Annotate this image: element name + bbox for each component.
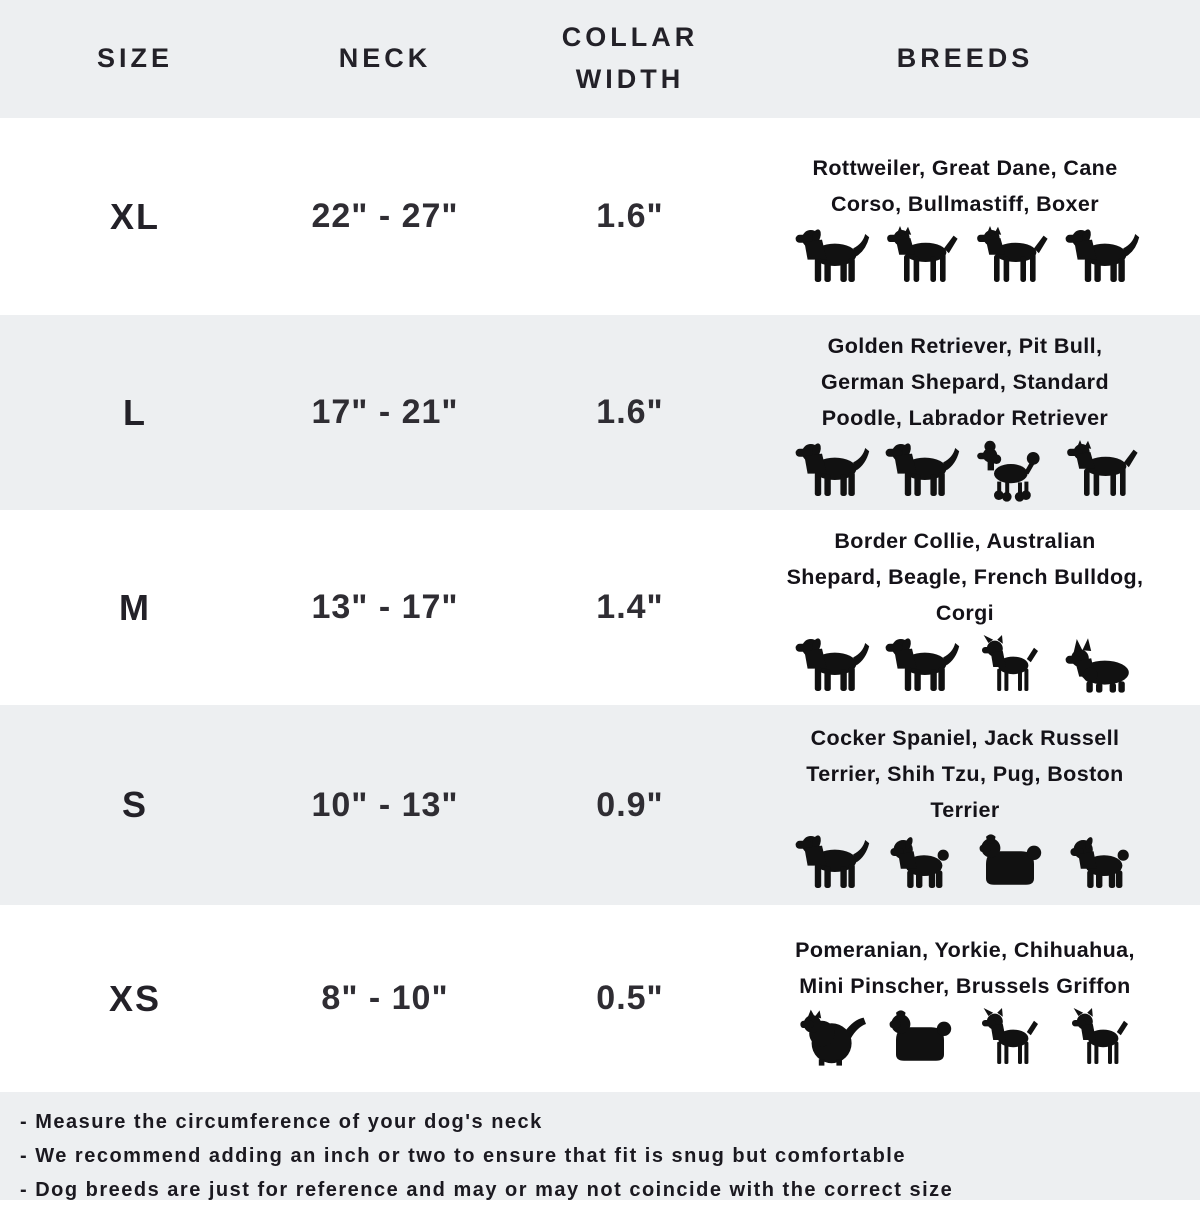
pug-icon <box>1058 832 1142 896</box>
neck-value: 17" - 21" <box>311 393 459 431</box>
rottweiler-icon <box>788 226 872 290</box>
cocker-spaniel-icon <box>788 832 872 896</box>
size-value: S <box>121 784 148 825</box>
footnotes <box>0 1092 1200 1200</box>
shih-tzu-icon <box>968 832 1052 896</box>
neck-value: 22" - 27" <box>311 197 459 235</box>
doberman-icon <box>968 226 1052 290</box>
french-bulldog-icon <box>968 635 1052 699</box>
neck-value: 13" - 17" <box>311 588 459 626</box>
column-header-size: SIZE <box>96 43 173 74</box>
collar-width-value: 0.5" <box>596 979 664 1017</box>
table-row-m <box>0 510 1200 705</box>
size-value: L <box>123 391 147 433</box>
beagle-icon <box>878 635 962 699</box>
breeds-list: Border Collie, Australian Shepard, Beagle, French Bulldog, Corgi <box>786 528 1144 625</box>
neck-value: 10" - 13" <box>311 785 459 824</box>
german-shepherd-icon <box>1058 440 1142 504</box>
chihuahua-icon <box>968 1008 1052 1072</box>
table-row-xs <box>0 905 1200 1092</box>
column-header-neck: NECK <box>338 43 432 74</box>
breeds-list: Pomeranian, Yorkie, Chihuahua, Mini Pinscher, Brussels Griffon <box>795 937 1135 998</box>
neck-value: 8" - 10" <box>321 979 449 1017</box>
breed-silhouettes <box>788 635 1142 699</box>
table-row-l <box>0 315 1200 510</box>
table-row-xl <box>0 118 1200 315</box>
column-header-collar-width: COLLAR WIDTH <box>561 22 699 94</box>
pomeranian-icon <box>788 1008 872 1072</box>
bullmastiff-icon <box>1058 226 1142 290</box>
table-header-row <box>0 0 1200 118</box>
poodle-icon <box>968 440 1052 504</box>
size-value: XS <box>108 977 162 1019</box>
breeds-list: Rottweiler, Great Dane, Cane Corso, Bullmastiff, Boxer <box>812 155 1118 216</box>
breeds-list: Cocker Spaniel, Jack Russell Terrier, Shih Tzu, Pug, Boston Terrier <box>806 726 1124 822</box>
collar-width-value: 0.9" <box>596 785 664 824</box>
note-reference: - Dog breeds are just for reference and may or may not coincide with the correct size <box>20 1179 954 1201</box>
jack-russell-icon <box>878 832 962 896</box>
collar-width-value: 1.6" <box>596 197 664 235</box>
table-row-s <box>0 705 1200 905</box>
corgi-icon <box>1058 635 1142 699</box>
breed-silhouettes <box>788 832 1142 896</box>
breed-silhouettes <box>788 1008 1142 1072</box>
collar-width-value: 1.4" <box>596 588 664 626</box>
note-measure: - Measure the circumference of your dog's neck <box>20 1111 543 1133</box>
yorkie-icon <box>878 1008 962 1072</box>
size-value: M <box>119 586 151 628</box>
labrador-icon <box>878 440 962 504</box>
note-recommend: - We recommend adding an inch or two to ensure that fit is snug but comfortable <box>20 1145 906 1167</box>
min-pin-icon <box>1058 1008 1142 1072</box>
golden-retriever-icon <box>788 440 872 504</box>
column-header-breeds: BREEDS <box>896 43 1034 74</box>
breed-silhouettes <box>788 440 1142 504</box>
great-dane-icon <box>878 226 962 290</box>
breeds-list: Golden Retriever, Pit Bull, German Shepard, Standard Poodle, Labrador Retriever <box>821 333 1109 430</box>
border-collie-icon <box>788 635 872 699</box>
size-value: XL <box>109 195 160 237</box>
collar-width-value: 1.6" <box>596 393 664 431</box>
breed-silhouettes <box>788 226 1142 290</box>
